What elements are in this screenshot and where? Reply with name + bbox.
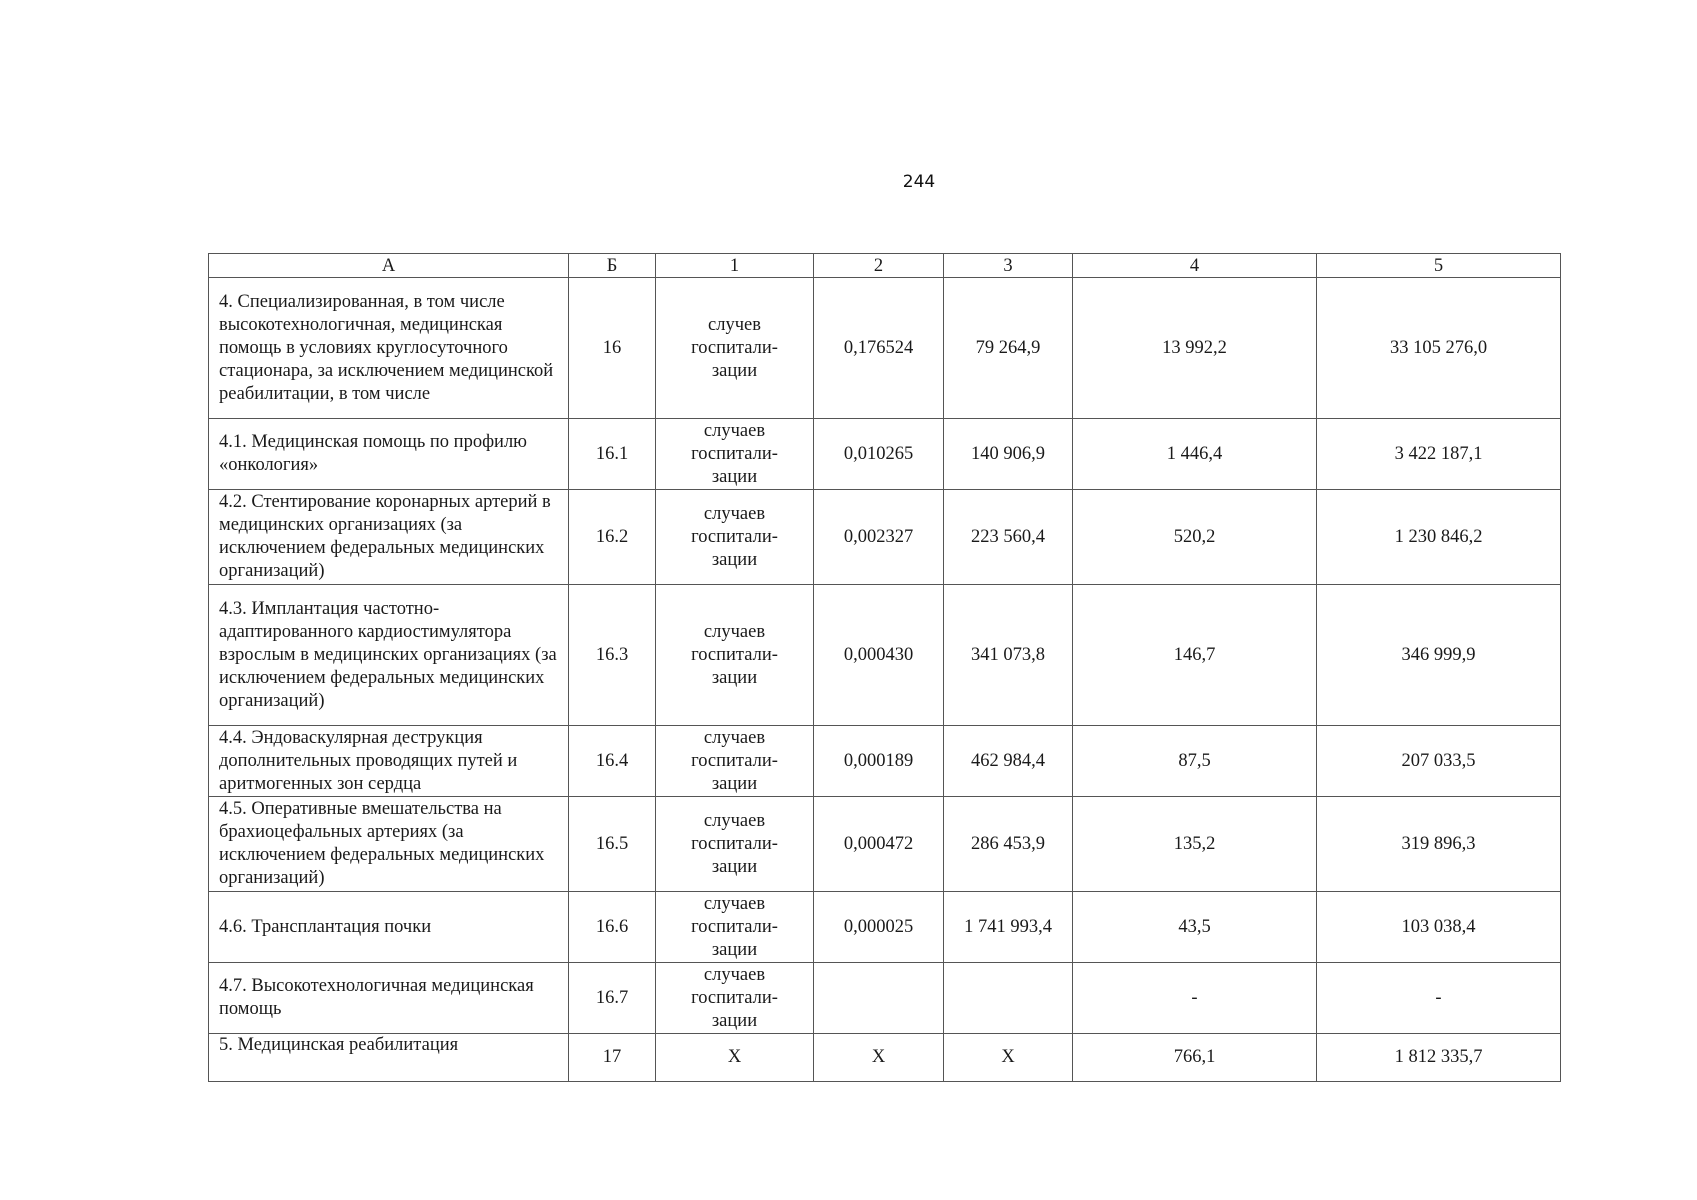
row-unit — [656, 892, 814, 963]
row-col-5: 33 105 276,0 — [1317, 278, 1561, 419]
header-col-3: 3 — [944, 254, 1073, 278]
header-col-a: А — [209, 254, 569, 278]
row-name: 4.6. Трансплантация почки — [209, 892, 569, 963]
row-col-4: 13 992,2 — [1073, 278, 1317, 419]
row-col-2: 0,000430 — [814, 585, 944, 726]
row-col-4: 135,2 — [1073, 797, 1317, 892]
page-number: 244 — [902, 172, 936, 192]
table-row — [209, 892, 1561, 963]
unit-line: госпитали- — [691, 916, 778, 937]
unit-line: случев — [708, 314, 761, 335]
row-col-2 — [814, 963, 944, 1034]
unit-line: случаев — [703, 621, 766, 642]
row-code: 16.5 — [569, 797, 656, 892]
row-col-5: 1 812 335,7 — [1317, 1034, 1561, 1082]
unit-line: случаев — [703, 893, 766, 914]
table-row — [209, 419, 1561, 490]
row-col-5: 3 422 187,1 — [1317, 419, 1561, 490]
table-row — [209, 726, 1561, 797]
unit-line: случаев — [703, 810, 766, 831]
row-name: 4.1. Медицинская помощь по профилю «онкология» — [209, 419, 569, 490]
row-col-2: 0,002327 — [814, 490, 944, 585]
unit-line: зации — [711, 773, 758, 794]
row-col-5: - — [1317, 963, 1561, 1034]
row-col-4: 766,1 — [1073, 1034, 1317, 1082]
unit-line: госпитали- — [691, 443, 778, 464]
row-code: 16.2 — [569, 490, 656, 585]
row-name: 5. Медицинская реабилитация — [209, 1034, 569, 1082]
row-col-4: 1 446,4 — [1073, 419, 1317, 490]
row-unit — [656, 585, 814, 726]
header-col-4: 4 — [1073, 254, 1317, 278]
table-row — [209, 585, 1561, 726]
row-name: 4.5. Оперативные вмешательства на брахиоцефальных артериях (за исключением федеральных медицинских организаций) — [209, 797, 569, 892]
row-unit — [656, 797, 814, 892]
row-code: 16.1 — [569, 419, 656, 490]
unit-line: случаев — [703, 420, 766, 441]
row-col-3 — [944, 963, 1073, 1034]
row-code: 16.7 — [569, 963, 656, 1034]
row-col-5: 346 999,9 — [1317, 585, 1561, 726]
row-col-4: 520,2 — [1073, 490, 1317, 585]
row-col-4: - — [1073, 963, 1317, 1034]
row-col-2: 0,176524 — [814, 278, 944, 419]
row-unit — [656, 490, 814, 585]
unit-line: госпитали- — [691, 833, 778, 854]
unit-line: случаев — [703, 964, 766, 985]
row-code: 17 — [569, 1034, 656, 1082]
row-unit — [656, 963, 814, 1034]
row-col-4: 43,5 — [1073, 892, 1317, 963]
header-col-b: Б — [569, 254, 656, 278]
row-name: 4.2. Стентирование коронарных артерий в медицинских организациях (за исключением федеральных медицинских организаций) — [209, 490, 569, 585]
row-code: 16.6 — [569, 892, 656, 963]
row-col-3: 286 453,9 — [944, 797, 1073, 892]
row-name: 4.3. Имплантация частотно-адаптированного кардиостимулятора взрослым в медицинских организациях (за исключением федеральных медицинских организаций) — [209, 585, 569, 726]
row-unit — [656, 278, 814, 419]
header-col-5: 5 — [1317, 254, 1561, 278]
row-col-4: 87,5 — [1073, 726, 1317, 797]
unit-line: зации — [711, 856, 758, 877]
row-col-2: 0,000472 — [814, 797, 944, 892]
unit-line: случаев — [703, 727, 766, 748]
row-code: 16.3 — [569, 585, 656, 726]
unit-line: зации — [711, 667, 758, 688]
unit-line: случаев — [703, 503, 766, 524]
unit-line: госпитали- — [691, 750, 778, 771]
table-row — [209, 797, 1561, 892]
row-col-2: 0,010265 — [814, 419, 944, 490]
unit-line: зации — [711, 360, 758, 381]
row-unit — [656, 1034, 814, 1082]
row-col-2: X — [814, 1034, 944, 1082]
row-unit — [656, 419, 814, 490]
row-col-3: 223 560,4 — [944, 490, 1073, 585]
unit-line: госпитали- — [691, 644, 778, 665]
row-col-3: 79 264,9 — [944, 278, 1073, 419]
row-col-4: 146,7 — [1073, 585, 1317, 726]
table-row — [209, 963, 1561, 1034]
header-col-1: 1 — [656, 254, 814, 278]
row-col-2: 0,000189 — [814, 726, 944, 797]
unit-line: госпитали- — [691, 337, 778, 358]
row-name: 4.7. Высокотехнологичная медицинская помощь — [209, 963, 569, 1034]
header-col-2: 2 — [814, 254, 944, 278]
row-unit — [656, 726, 814, 797]
row-name: 4.4. Эндоваскулярная деструкция дополнительных проводящих путей и аритмогенных зон сердца — [209, 726, 569, 797]
row-col-3: 140 906,9 — [944, 419, 1073, 490]
row-code: 16.4 — [569, 726, 656, 797]
row-col-3: 1 741 993,4 — [944, 892, 1073, 963]
row-col-5: 319 896,3 — [1317, 797, 1561, 892]
header-row — [209, 254, 1561, 278]
unit-line: зации — [711, 466, 758, 487]
row-col-3: 341 073,8 — [944, 585, 1073, 726]
unit-line: госпитали- — [691, 987, 778, 1008]
row-col-2: 0,000025 — [814, 892, 944, 963]
row-col-3: X — [944, 1034, 1073, 1082]
data-table — [208, 253, 1561, 1082]
unit-line: X — [727, 1047, 742, 1067]
unit-line: зации — [711, 1010, 758, 1031]
row-name: 4. Специализированная, в том числе высокотехнологичная, медицинская помощь в условиях круглосуточного стационара, за исключением медицинской реабилитации, в том числе — [209, 278, 569, 419]
row-col-5: 207 033,5 — [1317, 726, 1561, 797]
unit-line: зации — [711, 549, 758, 570]
row-col-3: 462 984,4 — [944, 726, 1073, 797]
row-col-5: 1 230 846,2 — [1317, 490, 1561, 585]
row-col-5: 103 038,4 — [1317, 892, 1561, 963]
unit-line: зации — [711, 939, 758, 960]
unit-line: госпитали- — [691, 526, 778, 547]
row-code: 16 — [569, 278, 656, 419]
table-row — [209, 490, 1561, 585]
table-row — [209, 1034, 1561, 1082]
table-row — [209, 278, 1561, 419]
